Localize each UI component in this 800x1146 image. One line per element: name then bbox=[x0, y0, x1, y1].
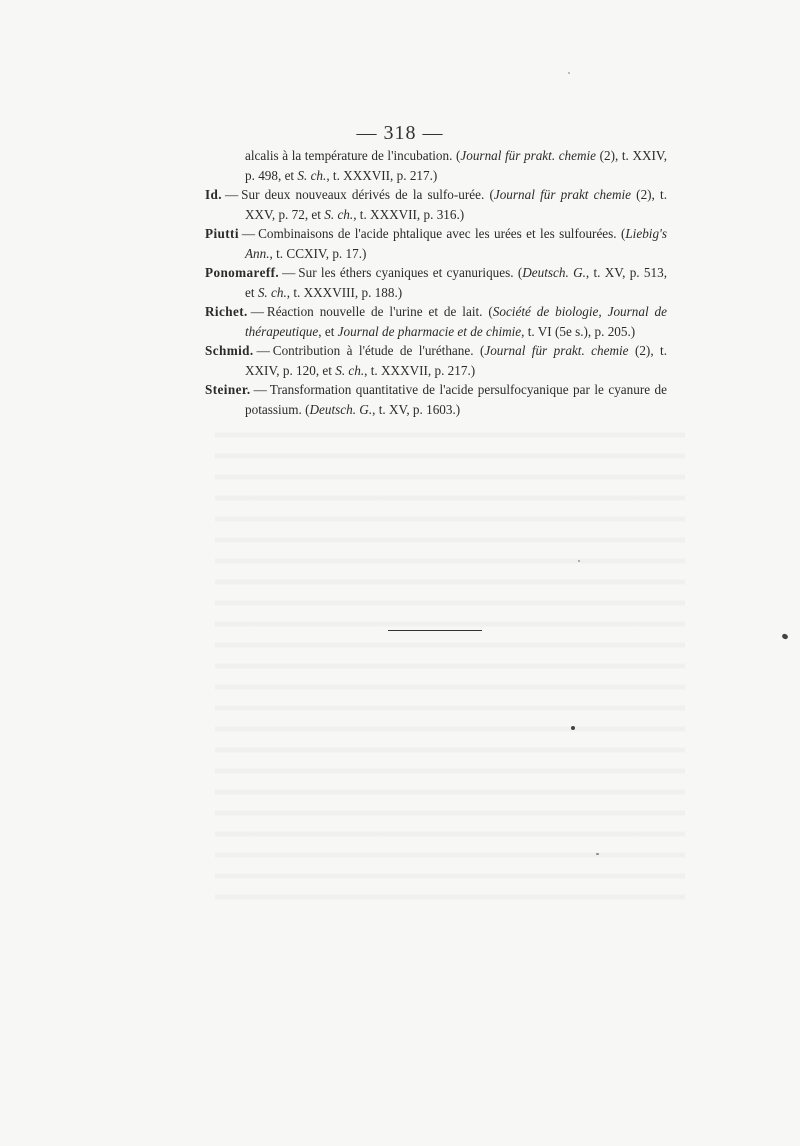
entry-text-2: , t. CCXIV, p. 17.) bbox=[269, 245, 367, 261]
entry-journal: Société de biologie, Journal de thérapeutique bbox=[245, 304, 667, 339]
entry-journal: Journal für prakt chemie bbox=[493, 187, 631, 202]
entry-text-2: (2), t. XXIV, p. 498, et bbox=[245, 148, 667, 183]
entry-text-2: , t. XV, p. 513, et bbox=[245, 265, 667, 300]
entry-author: Id. bbox=[205, 187, 222, 202]
entry-dash: — bbox=[282, 265, 296, 280]
entry-text-3: , t. XXXVIII, p. 188.) bbox=[286, 284, 403, 300]
section-end-rule bbox=[388, 630, 482, 631]
ink-speck bbox=[781, 633, 789, 640]
entry-text-3: , t. XXXVII, p. 316.) bbox=[353, 206, 465, 222]
entry-text-2: (2), t. XXIV, p. 120, et bbox=[245, 343, 667, 378]
entry-text: Sur deux nouveaux dérivés de la sulfo-urée. ( bbox=[241, 187, 494, 202]
entry-journal: Liebig's Ann. bbox=[245, 226, 667, 261]
entry-abbr: S. ch. bbox=[335, 362, 365, 378]
ink-speck bbox=[571, 726, 575, 730]
bleed-through-texture bbox=[215, 420, 685, 900]
entry-journal: Deutsch. G. bbox=[522, 265, 586, 280]
entry-journal: Journal für prakt. chemie bbox=[460, 148, 597, 163]
bibliography-entry bbox=[205, 380, 667, 419]
entry-dash: — bbox=[241, 226, 256, 241]
entry-journal: Journal für prakt. chemie bbox=[484, 343, 629, 358]
entry-abbr: S. ch. bbox=[324, 206, 354, 222]
entry-text: Combinaisons de l'acide phtalique avec les urées et les sulfourées. ( bbox=[258, 226, 626, 241]
entry-author: Ponomareff. bbox=[205, 265, 280, 280]
bibliography-entry bbox=[205, 185, 667, 224]
entry-text-3: , t. XXXVII, p. 217.) bbox=[364, 362, 476, 378]
entry-text: Sur les éthers cyaniques et cyanuriques. ( bbox=[298, 265, 523, 280]
entry-text-3: , t. VI (5e s.), p. 205.) bbox=[521, 323, 636, 339]
entry-author: Schmid. bbox=[205, 343, 254, 358]
entry-dash: — bbox=[253, 382, 267, 397]
entry-text: Contribution à l'étude de l'uréthane. ( bbox=[272, 343, 485, 358]
entry-text: Transformation quantitative de l'acide persulfocyanique par le cyanure de potassium. ( bbox=[245, 382, 667, 417]
entry-journal: Deutsch. G. bbox=[309, 401, 373, 417]
ink-speck bbox=[568, 72, 570, 74]
bibliography-entry bbox=[205, 224, 667, 263]
bibliography-entry bbox=[205, 341, 667, 380]
entry-dash: — bbox=[256, 343, 270, 358]
entry-dash: — bbox=[224, 187, 239, 202]
bibliography-list bbox=[205, 146, 667, 419]
entry-dash: — bbox=[250, 304, 264, 319]
bibliography-entry bbox=[205, 263, 667, 302]
entry-text-2: (2), t. XXV, p. 72, et bbox=[245, 187, 667, 222]
ink-speck bbox=[578, 560, 580, 562]
entry-author: Richet. bbox=[205, 304, 248, 319]
page-number: — 318 — bbox=[356, 122, 444, 144]
bibliography-entry bbox=[205, 302, 667, 341]
entry-text: alcalis à la température de l'incubation. ( bbox=[245, 148, 461, 163]
bibliography-entry bbox=[205, 146, 667, 185]
entry-abbr: Journal de pharmacie et de chimie bbox=[337, 323, 522, 339]
ink-speck bbox=[596, 853, 599, 855]
entry-abbr: S. ch. bbox=[257, 284, 287, 300]
entry-abbr: S. ch. bbox=[297, 167, 327, 183]
entry-text: Réaction nouvelle de l'urine et de lait. ( bbox=[266, 304, 493, 319]
entry-text-2: , t. XV, p. 1603.) bbox=[372, 401, 461, 417]
entry-author: Steiner. bbox=[205, 382, 251, 397]
entry-author: Piutti bbox=[205, 226, 239, 241]
entry-text-3: , t. XXXVII, p. 217.) bbox=[326, 167, 438, 183]
entry-text-2: , et bbox=[318, 323, 338, 339]
